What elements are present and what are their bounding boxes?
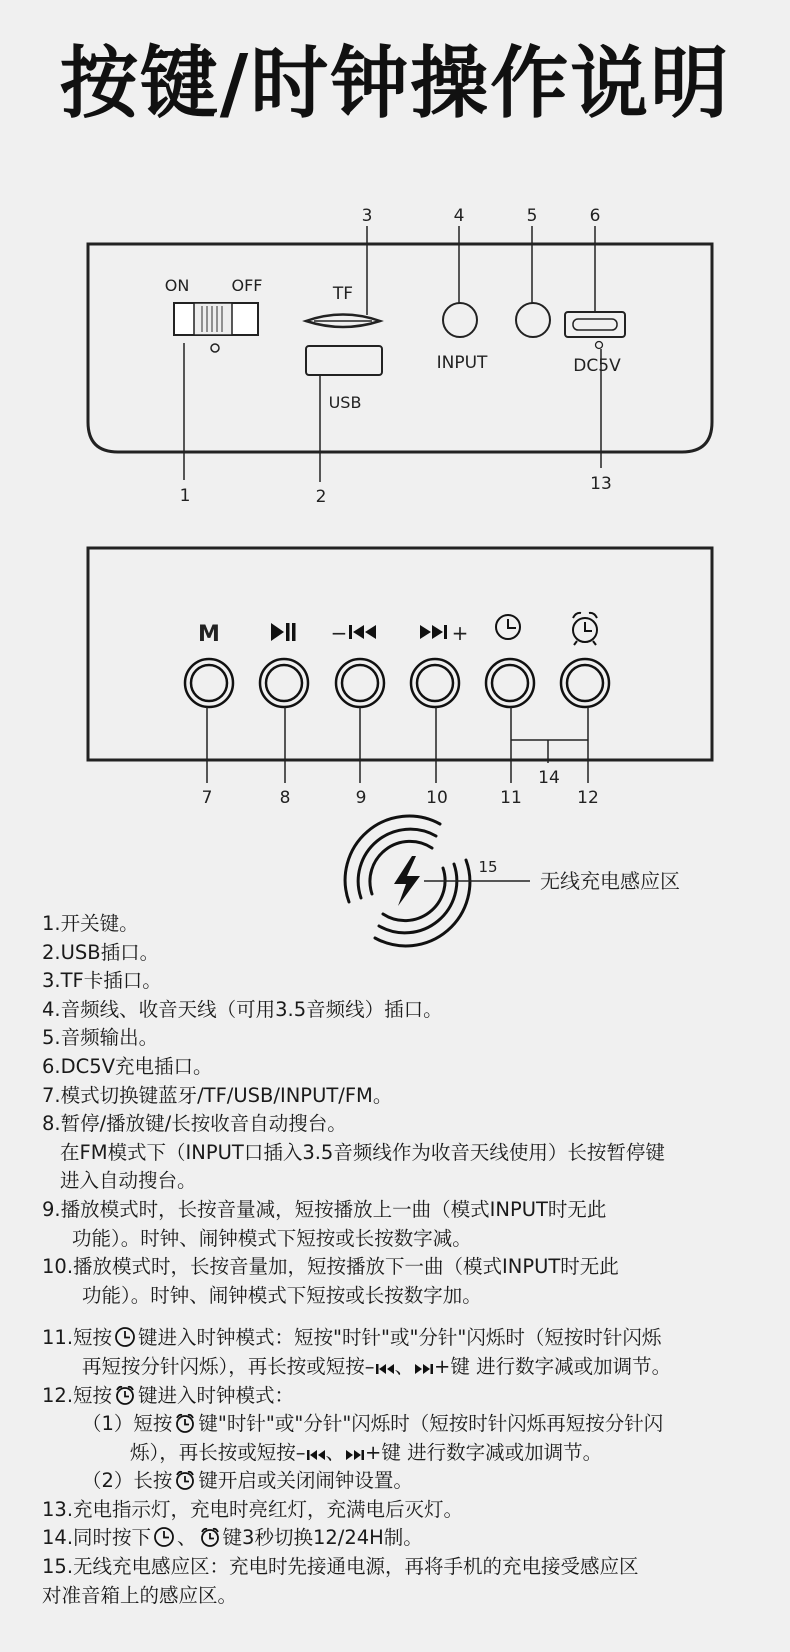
clock-button[interactable]	[486, 659, 534, 707]
wireless-label: 无线充电感应区	[540, 869, 680, 893]
bottom-panel-outline	[88, 548, 712, 760]
callout-5: 5	[526, 206, 538, 226]
instruction-1: 1.开关键。	[42, 912, 139, 935]
instruction-13: 13.充电指示灯，充电时亮红灯，充满电后灭灯。	[42, 1497, 464, 1521]
instruction-15-cont: 对准音箱上的感应区。	[42, 1583, 238, 1607]
next-track-icon	[420, 621, 468, 645]
page-title: 按键/时钟操作说明	[59, 39, 731, 129]
callout-9: 9	[355, 788, 367, 808]
instruction-14	[42, 1524, 782, 1553]
mode-button[interactable]	[185, 659, 233, 707]
instruction-3: 3.TF卡插口。	[42, 969, 162, 993]
previous-track-icon	[306, 1448, 326, 1462]
previous-track-icon	[331, 621, 376, 645]
instruction-12-sep: 、	[325, 1440, 346, 1464]
instruction-11	[42, 1324, 782, 1353]
instruction-7: 7.模式切换键蓝牙/TF/USB/INPUT/FM。	[42, 1083, 393, 1107]
instruction-12-1-cont-post: +键 进行数字减或加调节。	[365, 1440, 603, 1464]
instruction-4: 4.音频线、收音天线（可用3.5音频线）插口。	[42, 997, 443, 1021]
audio-output-jack	[516, 303, 550, 337]
input-label: INPUT	[436, 353, 488, 373]
callout-6: 6	[589, 206, 601, 226]
instruction-12-1-pre: （1）短按	[82, 1412, 173, 1436]
plus-sign: +	[451, 621, 469, 645]
alarm-clock-icon	[174, 1412, 196, 1434]
tf-label: TF	[332, 284, 354, 304]
usb-port	[306, 346, 382, 412]
instruction-11-sep: 、	[394, 1354, 415, 1378]
instruction-12-pre: 12.短按	[42, 1383, 113, 1407]
instruction-14-sep: 、	[177, 1526, 197, 1550]
instruction-5: 5.音频输出。	[42, 1026, 159, 1050]
instruction-12-post: 键进入时钟模式：	[138, 1383, 295, 1407]
callout-13: 13	[590, 474, 612, 494]
instruction-11-cont-pre: 再短按分针闪烁），再长按或短按–	[82, 1354, 375, 1378]
callout-4: 4	[453, 206, 465, 226]
instruction-2: 2.USB插口。	[42, 940, 160, 964]
next-button[interactable]	[411, 659, 459, 707]
instruction-14-pre: 14.同时按下	[42, 1526, 152, 1550]
callout-10: 10	[426, 788, 448, 808]
previous-track-icon	[375, 1362, 395, 1376]
callout-14: 14	[538, 768, 560, 788]
instruction-12-2	[42, 1467, 782, 1496]
instruction-14-post: 键3秒切换12/24H制。	[222, 1526, 423, 1550]
power-switch	[165, 276, 263, 352]
instruction-10-cont: 功能）。时钟、闹钟模式下短按或长按数字加。	[82, 1283, 482, 1307]
callout-15: 15	[478, 858, 498, 876]
alarm-clock-icon	[114, 1384, 136, 1406]
tf-card-slot	[306, 284, 380, 327]
top-callout-lines	[184, 226, 601, 482]
play-pause-button[interactable]	[260, 659, 308, 707]
callout-8: 8	[279, 788, 291, 808]
on-label: ON	[164, 276, 190, 295]
instruction-8-detail: 在FM模式下（INPUT口插入3.5音频线作为收音天线使用）长按暂停键	[60, 1140, 665, 1164]
next-track-icon	[345, 1448, 365, 1462]
button-row	[185, 659, 609, 707]
instruction-12	[42, 1382, 782, 1411]
input-jack	[437, 303, 488, 373]
clock-icon	[496, 615, 520, 639]
clock-icon	[153, 1526, 175, 1548]
instruction-12-2-post: 键开启或关闭闹钟设置。	[198, 1469, 413, 1493]
play-pause-icon	[271, 623, 296, 641]
top-callout-numbers	[180, 206, 612, 507]
instruction-11-cont-post: +键 进行数字减或加调节。	[434, 1354, 672, 1378]
next-track-icon	[414, 1362, 434, 1376]
dc5v-port	[565, 312, 625, 376]
instructions	[42, 910, 782, 1610]
alarm-clock-icon	[573, 613, 597, 645]
bottom-callout-lines	[207, 707, 588, 783]
callout-11: 11	[500, 788, 522, 808]
callout-7: 7	[201, 788, 213, 808]
alarm-clock-icon	[174, 1469, 196, 1491]
instruction-12-1-cont	[42, 1439, 782, 1468]
callout-12: 12	[577, 788, 599, 808]
bottom-callout-numbers	[202, 768, 599, 808]
callout-2: 2	[315, 487, 327, 507]
previous-button[interactable]	[336, 659, 384, 707]
instruction-12-2-pre: （2）长按	[82, 1469, 173, 1493]
instruction-11-pre: 11.短按	[42, 1326, 113, 1350]
alarm-clock-icon	[199, 1526, 221, 1548]
instruction-15: 15.无线充电感应区：充电时先接通电源，再将手机的充电接受感应区	[42, 1555, 639, 1579]
mode-m-label: M	[198, 622, 220, 647]
usb-label: USB	[328, 393, 362, 412]
instruction-12-1-cont-pre: 烁），再长按或短按–	[130, 1440, 306, 1464]
instruction-12-1	[42, 1410, 782, 1439]
instruction-12-1-post: 键"时针"或"分针"闪烁时（短按时针闪烁再短按分针闪	[198, 1412, 664, 1436]
instruction-8: 8.暂停/播放键/长按收音自动搜台。	[42, 1112, 347, 1136]
callout-1: 1	[179, 486, 191, 506]
minus-sign: −	[330, 621, 348, 645]
dc5v-label: DC5V	[573, 356, 621, 376]
instruction-11-cont	[42, 1353, 782, 1382]
callout-3: 3	[361, 206, 373, 226]
clock-icon	[114, 1326, 136, 1348]
instruction-6: 6.DC5V充电插口。	[42, 1054, 213, 1078]
instruction-9-cont: 功能）。时钟、闹钟模式下短按或长按数字减。	[72, 1226, 472, 1250]
instruction-9: 9.播放模式时，长按音量减，短按播放上一曲（模式INPUT时无此	[42, 1197, 607, 1221]
off-label: OFF	[231, 276, 263, 295]
instruction-8-detail-2: 进入自动搜台。	[60, 1169, 197, 1193]
speaker-diagram	[0, 200, 790, 980]
instruction-11-post: 键进入时钟模式：短按"时针"或"分针"闪烁时（短按时针闪烁	[138, 1326, 662, 1350]
instruction-10: 10.播放模式时，长按音量加，短按播放下一曲（模式INPUT时无此	[42, 1255, 619, 1279]
alarm-button[interactable]	[561, 659, 609, 707]
